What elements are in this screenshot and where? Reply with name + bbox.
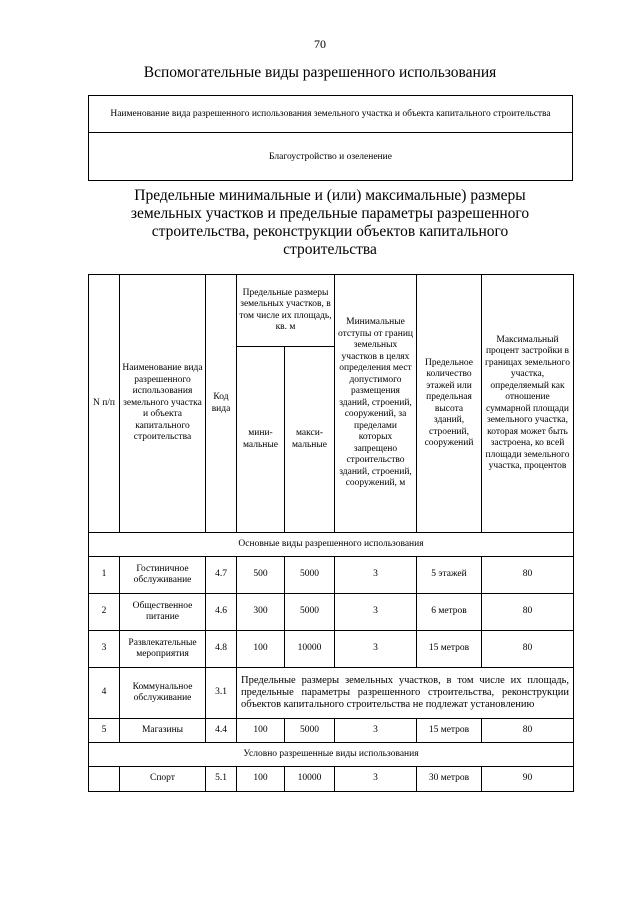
row-code: 4.8 (206, 631, 237, 668)
row-coverage: 80 (482, 594, 574, 631)
row-coverage: 80 (482, 719, 574, 743)
row-floors: 15 метров (417, 719, 482, 743)
limits-title: Предельные минимальные и (или) максимальные) размеры земельных участков и предельные параметры разрешенного строительства, реконструкции объектов капитального строительства (130, 187, 530, 258)
row-setback: 3 (335, 557, 417, 594)
row-code: 3.1 (206, 668, 237, 719)
row-setback: 3 (335, 631, 417, 668)
table-row (89, 668, 574, 719)
row-floors: 30 метров (417, 767, 482, 792)
row-code: 4.7 (206, 557, 237, 594)
row-coverage: 80 (482, 631, 574, 668)
row-num (89, 767, 120, 792)
col-header-setbacks: Минимальные отступы от границ земельных участков в целях определения мест допустимого размещения зданий, строений, сооружений, за пределами которых запрещено строительство зданий, строений, сооружений, м (335, 275, 417, 533)
row-max: 5000 (285, 557, 335, 594)
row-min: 100 (237, 719, 285, 743)
table-row (89, 557, 574, 594)
section-conditional-label: Условно разрешенные виды использования (89, 743, 574, 767)
row-max: 10000 (285, 767, 335, 792)
row-note: Предельные размеры земельных участков, в том числе их площадь, предельные параметры разрешенного строительства, реконструкции объектов капитального строительства не подлежат установлению (237, 668, 574, 719)
row-num: 5 (89, 719, 120, 743)
row-coverage: 90 (482, 767, 574, 792)
aux-table-row (89, 133, 573, 181)
table-row (89, 719, 574, 743)
row-name: Общественное питание (120, 594, 206, 631)
limits-table (88, 274, 574, 792)
row-setback: 3 (335, 594, 417, 631)
col-header-max: макси-мальные (285, 347, 335, 533)
row-num: 1 (89, 557, 120, 594)
row-num: 2 (89, 594, 120, 631)
aux-uses-title: Вспомогательные виды разрешенного использования (143, 64, 497, 81)
row-name: Коммунальное обслуживание (120, 668, 206, 719)
row-min: 100 (237, 631, 285, 668)
row-name: Спорт (120, 767, 206, 792)
col-header-name: Наименование вида разрешенного использования земельного участка и объекта капитального строительства (120, 275, 206, 533)
row-min: 500 (237, 557, 285, 594)
row-code: 4.4 (206, 719, 237, 743)
row-floors: 15 метров (417, 631, 482, 668)
aux-table-cell: Благоустройство и озеленение (89, 133, 573, 181)
section-row-conditional (89, 743, 574, 767)
table-row (89, 631, 574, 668)
col-header-coverage: Максимальный процент застройки в границах земельного участка, определяемый как отношение суммарной площади земельного участка, которая может быть застроена, ко всей площади земельного участка, процентов (482, 275, 574, 533)
row-min: 300 (237, 594, 285, 631)
aux-table-header: Наименование вида разрешенного использования земельного участка и объекта капитального строительства (89, 96, 573, 133)
row-max: 5000 (285, 719, 335, 743)
row-setback: 3 (335, 719, 417, 743)
col-header-code: Код вида (206, 275, 237, 533)
row-code: 4.6 (206, 594, 237, 631)
col-header-floors: Предельное количество этажей или предельная высота зданий, строений, сооружений (417, 275, 482, 533)
page-number: 70 (314, 37, 326, 51)
section-main-label: Основные виды разрешенного использования (89, 533, 574, 557)
header-row-1 (89, 275, 574, 347)
table-row (89, 594, 574, 631)
row-setback: 3 (335, 767, 417, 792)
col-header-plot-sizes: Предельные размеры земельных участков, в том числе их площадь, кв. м (237, 275, 335, 347)
row-min: 100 (237, 767, 285, 792)
row-num: 4 (89, 668, 120, 719)
aux-table-header-row (89, 96, 573, 133)
section-row-main (89, 533, 574, 557)
col-header-min: мини-мальные (237, 347, 285, 533)
row-num: 3 (89, 631, 120, 668)
row-floors: 5 этажей (417, 557, 482, 594)
row-coverage: 80 (482, 557, 574, 594)
table-row (89, 767, 574, 792)
row-code: 5.1 (206, 767, 237, 792)
col-header-num: N п/п (89, 275, 120, 533)
row-max: 5000 (285, 594, 335, 631)
row-name: Гостиничное обслуживание (120, 557, 206, 594)
row-name: Магазины (120, 719, 206, 743)
row-max: 10000 (285, 631, 335, 668)
row-floors: 6 метров (417, 594, 482, 631)
aux-uses-table (88, 95, 573, 181)
row-name: Развлекательные мероприятия (120, 631, 206, 668)
